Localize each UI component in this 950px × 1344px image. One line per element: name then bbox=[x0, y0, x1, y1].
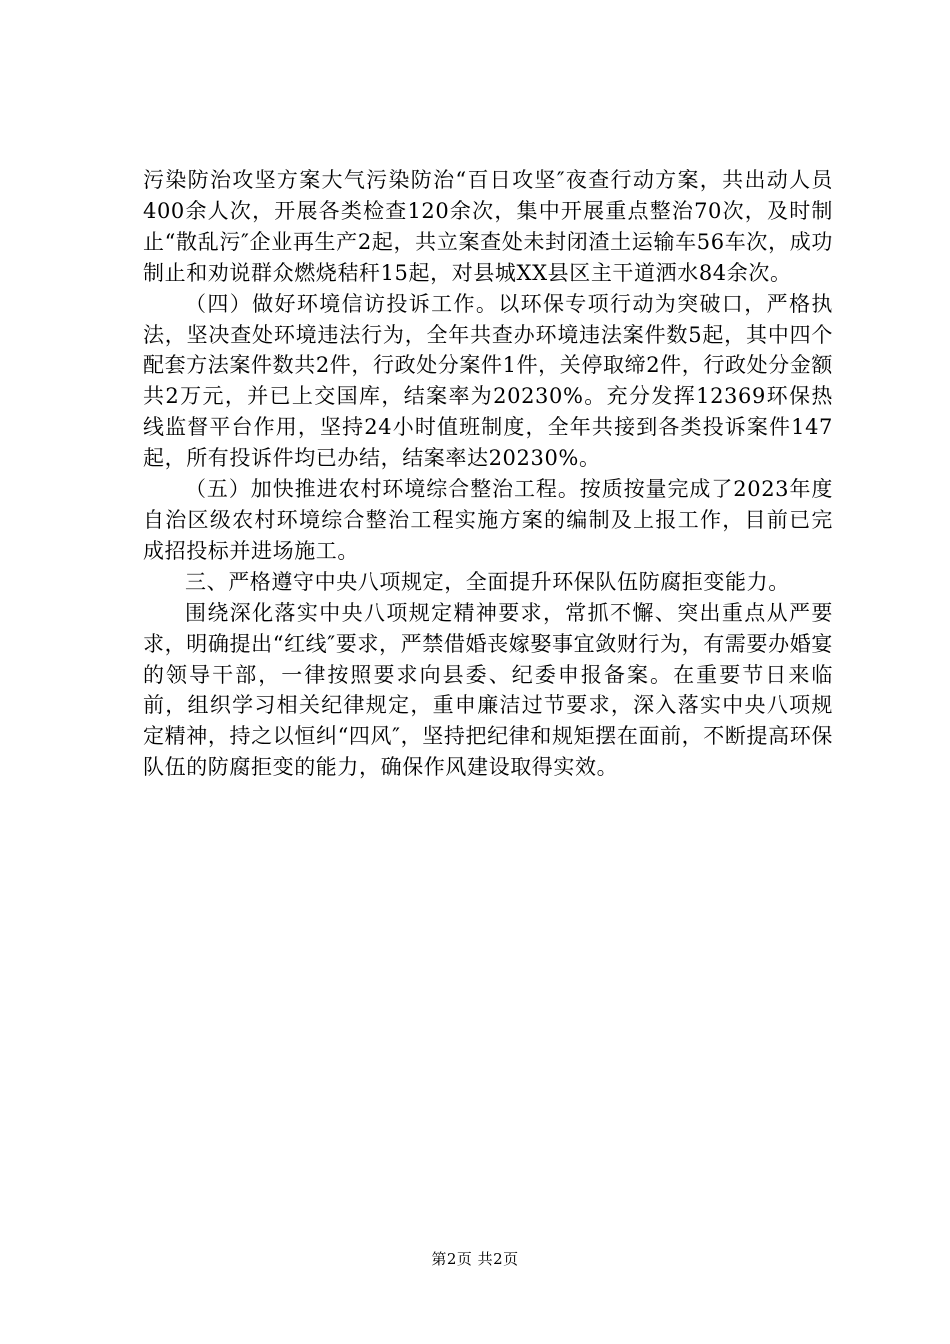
paragraph-section-5: （五）加快推进农村环境综合整治工程。按质按量完成了2023年度自治区级农村环境综合整治工程实施方案的编制及上报工作，目前已完成招投标并进场施工。 bbox=[143, 477, 833, 563]
paragraph-section-3-body: 围绕深化落实中央八项规定精神要求，常抓不懈、突出重点从严要求，明确提出“红线″要求，严禁借婚丧嫁娶事宜敛财行为，有需要办婚宴的领导干部，一律按照要求向县委、纪委申报备案。在重要节日来临前，组织学习相关纪律规定，重申廉洁过节要求，深入落实中央八项规定精神，持之以恒纠“四风″，坚持把纪律和规矩摆在面前，不断提高环保队伍的防腐拒变的能力，确保作风建设取得实效。 bbox=[143, 600, 833, 780]
section-heading-3: 三、严格遵守中央八项规定，全面提升环保队伍防腐拒变能力。 bbox=[185, 569, 790, 594]
page-footer: 第2页 共2页 bbox=[431, 1250, 519, 1268]
document-body bbox=[143, 165, 833, 783]
paragraph-section-4: （四）做好环境信访投诉工作。以环保专项行动为突破口，严格执法，坚决查处环境违法行为，全年共查办环境违法案件数5起，其中四个配套方法案件数共2件，行政处分案件1件，关停取缔2件，行政处分金额共2万元，并已上交国库，结案率为20230%。充分发挥12369环保热线监督平台作用，坚持24小时值班制度，全年共接到各类投诉案件147起，所有投诉件均已办结，结案率达20230%。 bbox=[143, 291, 833, 471]
paragraph-continuation: 污染防治攻坚方案大气污染防治“百日攻坚″夜查行动方案，共出动人员400余人次，开展各类检查120余次，集中开展重点整治70次，及时制止“散乱污″企业再生产2起，共立案查处未封闭渣土运输车56车次，成功制止和劝说群众燃烧秸秆15起，对县城XX县区主干道洒水84余次。 bbox=[143, 168, 833, 285]
